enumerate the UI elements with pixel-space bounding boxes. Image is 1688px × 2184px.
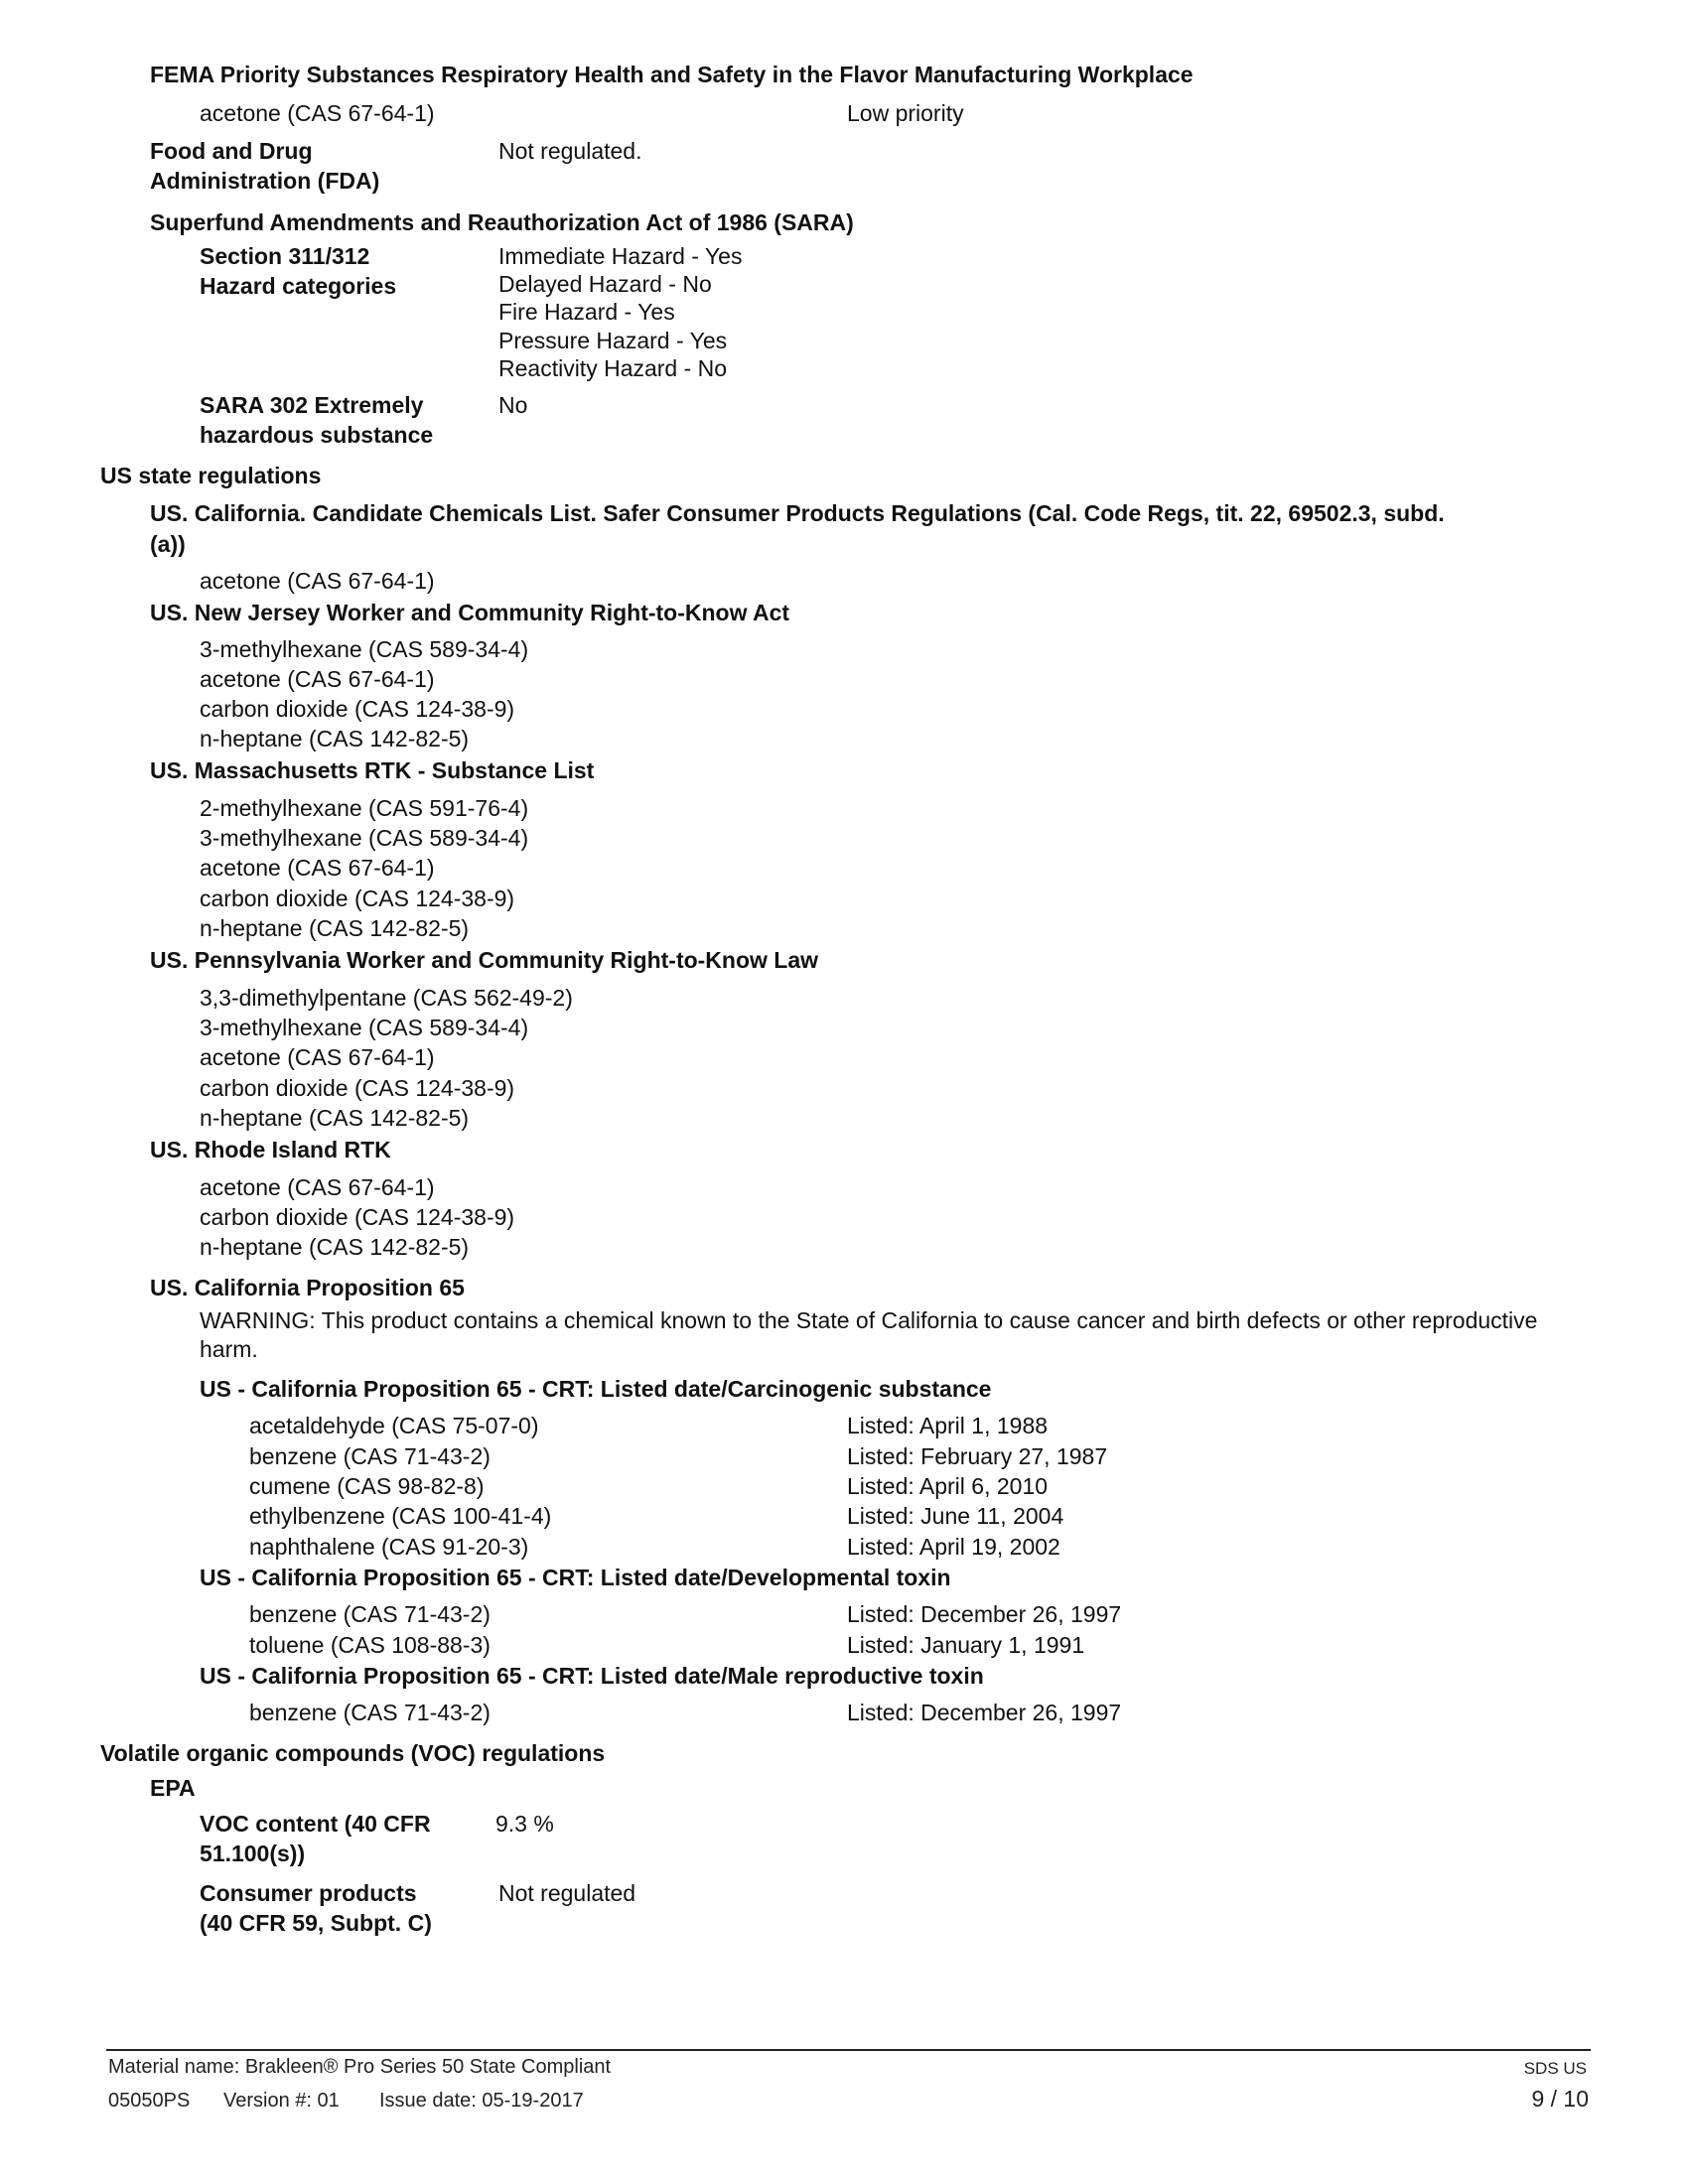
consumer-products-label-1: Consumer products [200,1880,417,1906]
table-row-listed: Listed: February 27, 1987 [847,1443,1108,1469]
list-item: acetone (CAS 67-64-1) [200,568,435,594]
fda-label-2: Administration (FDA) [150,168,380,194]
list-item: carbon dioxide (CAS 124-38-9) [200,1204,515,1230]
list-item: carbon dioxide (CAS 124-38-9) [200,1075,515,1101]
list-item: carbon dioxide (CAS 124-38-9) [200,696,515,722]
carcinogenic-heading: US - California Proposition 65 - CRT: Listed date/Carcinogenic substance [200,1376,992,1402]
table-row-substance: benzene (CAS 71-43-2) [249,1601,491,1627]
california-candidate-heading-cont: (a)) [150,531,186,557]
fema-heading: FEMA Priority Substances Respiratory Health and Safety in the Flavor Manufacturing Workplace [150,62,1194,87]
sara-302-label-1: SARA 302 Extremely [200,392,424,418]
table-row-substance: benzene (CAS 71-43-2) [249,1443,491,1469]
hazard-line: Delayed Hazard - No [498,271,712,297]
hazard-line: Fire Hazard - Yes [498,299,675,325]
footer-divider [106,2049,1591,2051]
rhode-island-heading: US. Rhode Island RTK [150,1137,391,1162]
voc-heading: Volatile organic compounds (VOC) regulations [100,1740,606,1766]
fda-label-1: Food and Drug [150,138,313,164]
list-item: 3-methylhexane (CAS 589-34-4) [200,825,529,851]
list-item: n-heptane (CAS 142-82-5) [200,915,470,941]
table-row-listed: Listed: December 26, 1997 [847,1700,1122,1725]
prop65-warning: WARNING: This product contains a chemical known to the State of California to cause cancer and birth defects or other reproductive harm. [200,1307,1538,1362]
list-item: n-heptane (CAS 142-82-5) [200,1234,470,1260]
list-item: acetone (CAS 67-64-1) [200,1044,435,1070]
consumer-products-value: Not regulated [498,1880,636,1906]
voc-content-label-1: VOC content (40 CFR [200,1811,431,1837]
sara-302-value: No [498,392,528,418]
voc-content-label-2: 51.100(s)) [200,1841,306,1866]
table-row-listed: Listed: January 1, 1991 [847,1632,1085,1658]
table-row-substance: benzene (CAS 71-43-2) [249,1700,491,1725]
list-item: n-heptane (CAS 142-82-5) [200,726,470,751]
sara-302-label-2: hazardous substance [200,422,434,448]
table-row-listed: Listed: April 19, 2002 [847,1534,1060,1560]
male-reproductive-heading: US - California Proposition 65 - CRT: Listed date/Male reproductive toxin [200,1663,984,1689]
footer-material-name: Material name: Brakleen® Pro Series 50 State Compliant [108,2056,612,2078]
voc-content-value: 9.3 % [495,1811,554,1837]
developmental-heading: US - California Proposition 65 - CRT: Listed date/Developmental toxin [200,1565,951,1590]
footer-page-number: 9 / 10 [1531,2086,1589,2112]
table-row-substance: cumene (CAS 98-82-8) [249,1473,485,1499]
hazard-line: Reactivity Hazard - No [498,355,728,381]
sara-heading: Superfund Amendments and Reauthorization Act of 1986 (SARA) [150,209,854,235]
hazard-line: Pressure Hazard - Yes [498,328,728,353]
fema-item: acetone (CAS 67-64-1) [200,100,435,126]
hazard-line: Immediate Hazard - Yes [498,243,743,269]
prop65-heading: US. California Proposition 65 [150,1275,465,1300]
pennsylvania-heading: US. Pennsylvania Worker and Community Right-to-Know Law [150,947,819,973]
table-row-listed: Listed: June 11, 2004 [847,1503,1064,1529]
footer-issue-date: Issue date: 05-19-2017 [379,2090,584,2112]
footer-product-code: 05050PS [108,2090,191,2112]
massachusetts-heading: US. Massachusetts RTK - Substance List [150,757,595,783]
list-item: acetone (CAS 67-64-1) [200,666,435,692]
table-row-substance: naphthalene (CAS 91-20-3) [249,1534,529,1560]
footer-sds-label: SDS US [1523,2059,1587,2078]
table-row-listed: Listed: April 1, 1988 [847,1413,1049,1438]
list-item: 3-methylhexane (CAS 589-34-4) [200,636,529,662]
consumer-products-label-2: (40 CFR 59, Subpt. C) [200,1910,432,1936]
fema-priority: Low priority [847,100,964,126]
table-row-substance: acetaldehyde (CAS 75-07-0) [249,1413,539,1438]
list-item: acetone (CAS 67-64-1) [200,855,435,881]
footer-version: Version #: 01 [223,2090,340,2112]
sara-311-label-1: Section 311/312 [200,243,370,269]
list-item: n-heptane (CAS 142-82-5) [200,1105,470,1131]
list-item: carbon dioxide (CAS 124-38-9) [200,886,515,911]
table-row-substance: ethylbenzene (CAS 100-41-4) [249,1503,552,1529]
list-item: 3,3-dimethylpentane (CAS 562-49-2) [200,985,573,1011]
fda-value: Not regulated. [498,138,642,164]
list-item: acetone (CAS 67-64-1) [200,1174,435,1200]
list-item: 3-methylhexane (CAS 589-34-4) [200,1015,529,1040]
state-regulations-heading: US state regulations [100,463,322,488]
new-jersey-heading: US. New Jersey Worker and Community Right-to-Know Act [150,600,790,625]
sara-311-label-2: Hazard categories [200,273,397,299]
table-row-listed: Listed: December 26, 1997 [847,1601,1122,1627]
epa-heading: EPA [150,1775,196,1801]
table-row-listed: Listed: April 6, 2010 [847,1473,1049,1499]
list-item: 2-methylhexane (CAS 591-76-4) [200,795,529,821]
california-candidate-heading: US. California. Candidate Chemicals List. Safer Consumer Products Regulations (Cal. Code Regs, tit. 22, 69502.3, subd. [150,500,1445,526]
table-row-substance: toluene (CAS 108-88-3) [249,1632,491,1658]
